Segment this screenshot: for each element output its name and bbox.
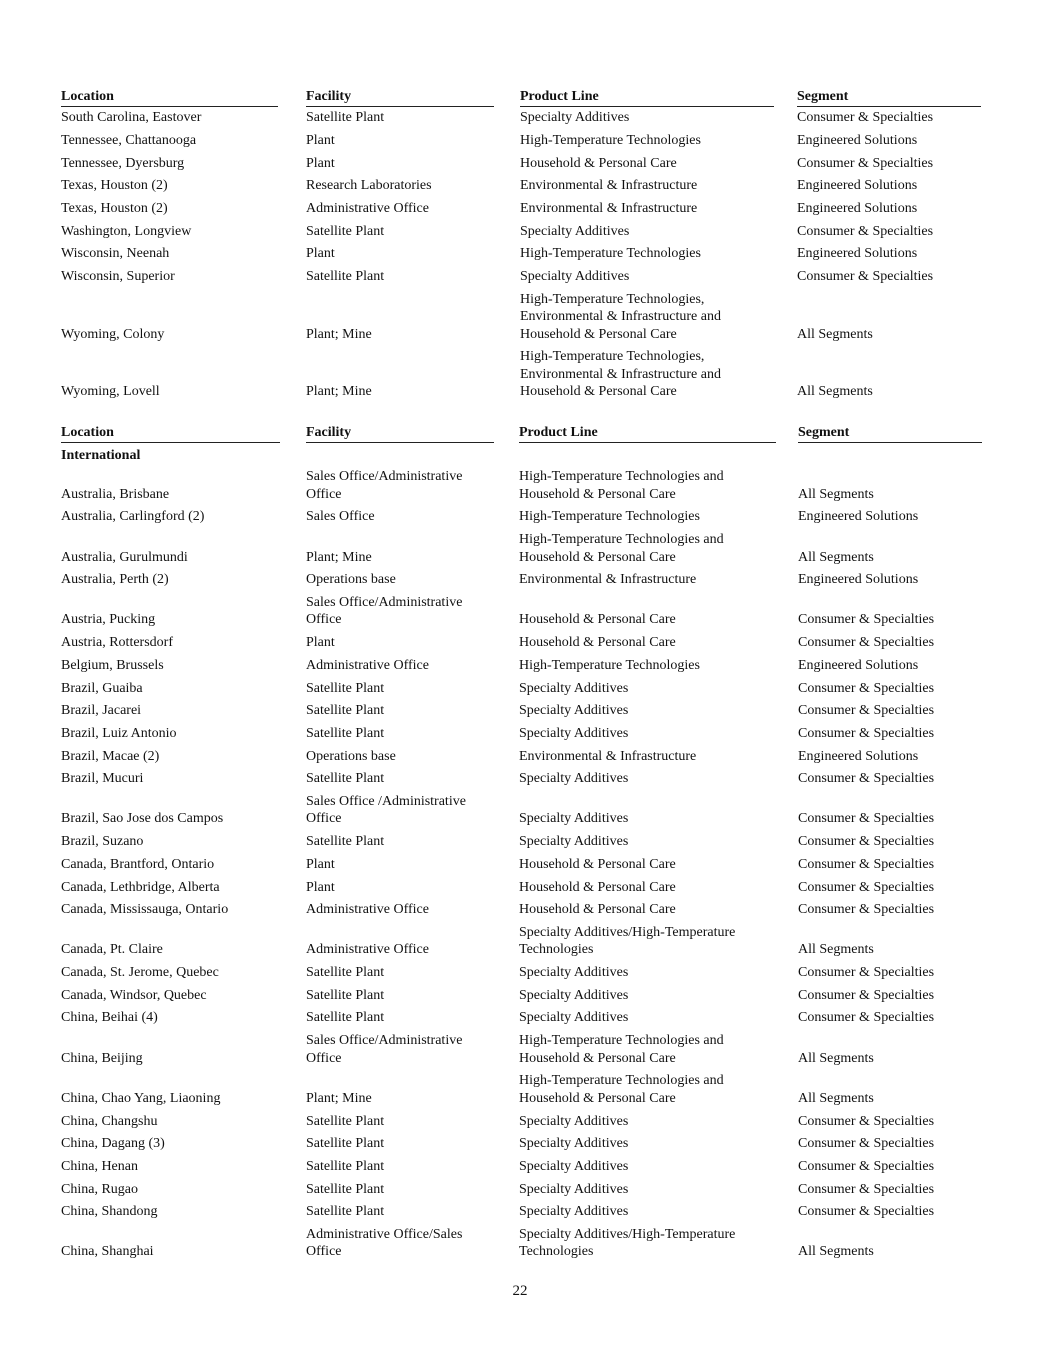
cell-product-line: Specialty Additives <box>519 725 629 741</box>
cell-location: Brazil, Luiz Antonio <box>61 725 177 741</box>
cell-product-line: Specialty Additives <box>519 965 629 981</box>
cell-location: Texas, Houston (2) <box>61 178 168 194</box>
cell-segment: Consumer & Specialties <box>798 1204 935 1220</box>
table-header <box>61 423 982 444</box>
cell-segment: All Segments <box>797 326 873 342</box>
cell-location: China, Beihai (4) <box>61 1010 158 1026</box>
header-facility: Facility <box>306 424 494 443</box>
cell-location: Canada, Brantford, Ontario <box>61 856 215 872</box>
cell-product-line: Household & Personal Care <box>519 635 676 651</box>
cell-product-line: Specialty Additives <box>520 110 630 126</box>
cell-segment: Consumer & Specialties <box>798 902 935 918</box>
cell-product-line: High-Temperature Technologies and Household & Personal Care <box>519 1033 724 1066</box>
cell-product-line: Specialty Additives <box>519 1204 629 1220</box>
table-row <box>61 593 982 633</box>
cell-segment: All Segments <box>798 549 874 565</box>
table-row <box>61 1225 982 1265</box>
cell-product-line: Specialty Additives <box>520 223 630 239</box>
cell-segment: Consumer & Specialties <box>798 1181 935 1197</box>
cell-facility: Research Laboratories <box>306 178 432 194</box>
cell-location: Canada, St. Jerome, Quebec <box>61 965 219 981</box>
cell-facility: Plant <box>306 856 335 872</box>
table-row <box>61 267 982 290</box>
table-row <box>61 153 982 176</box>
cell-location: China, Shanghai <box>61 1244 154 1260</box>
cell-facility: Operations base <box>306 748 396 764</box>
cell-location: Brazil, Sao Jose dos Campos <box>61 811 224 827</box>
table-row <box>61 678 982 701</box>
cell-product-line: Specialty Additives <box>519 987 629 1003</box>
cell-product-line: Specialty Additives <box>519 834 629 850</box>
cell-product-line: Household & Personal Care <box>520 155 677 171</box>
cell-location: Tennessee, Chattanooga <box>61 132 197 148</box>
cell-segment: Consumer & Specialties <box>798 856 935 872</box>
cell-product-line: Specialty Additives <box>519 1113 629 1129</box>
cell-segment: Consumer & Specialties <box>798 1010 935 1026</box>
header-product-line: Product Line <box>520 88 774 107</box>
cell-product-line: High-Temperature Technologies and Household & Personal Care <box>519 1073 724 1106</box>
cell-product-line: Household & Personal Care <box>519 902 676 918</box>
cell-product-line: Specialty Additives <box>519 680 629 696</box>
table-body <box>61 108 982 405</box>
cell-facility: Satellite Plant <box>306 110 385 126</box>
cell-facility: Plant; Mine <box>306 384 372 400</box>
cell-product-line: High-Temperature Technologies <box>519 657 700 673</box>
header-location: Location <box>61 88 278 107</box>
cell-facility: Satellite Plant <box>306 771 385 787</box>
table-row <box>61 1008 982 1031</box>
cell-product-line: High-Temperature Technologies, Environmental & Infrastructure and Household & Personal Care <box>520 349 721 400</box>
cell-facility: Plant <box>306 132 335 148</box>
cell-segment: All Segments <box>798 486 874 502</box>
header-facility: Facility <box>306 88 494 107</box>
cell-product-line: Household & Personal Care <box>519 612 676 628</box>
cell-product-line: Environmental & Infrastructure <box>519 572 697 588</box>
cell-facility: Satellite Plant <box>306 1204 385 1220</box>
table-row <box>61 290 982 348</box>
cell-product-line: Environmental & Infrastructure <box>519 748 697 764</box>
cell-location: Brazil, Jacarei <box>61 703 142 719</box>
cell-segment: Consumer & Specialties <box>798 834 935 850</box>
cell-location: Brazil, Macae (2) <box>61 748 160 764</box>
cell-location: Austria, Pucking <box>61 612 156 628</box>
cell-product-line: Environmental & Infrastructure <box>520 178 698 194</box>
cell-product-line: High-Temperature Technologies <box>520 132 701 148</box>
header-segment: Segment <box>798 424 982 443</box>
cell-segment: Consumer & Specialties <box>798 1136 935 1152</box>
cell-facility: Operations base <box>306 572 396 588</box>
cell-facility: Plant <box>306 635 335 651</box>
cell-location: China, Rugao <box>61 1181 138 1197</box>
table-row <box>61 1031 982 1071</box>
cell-facility: Sales Office <box>306 509 375 525</box>
cell-segment: Engineered Solutions <box>798 572 919 588</box>
properties-table-domestic <box>61 87 982 405</box>
page-number: 22 <box>512 1283 528 1299</box>
cell-facility: Plant; Mine <box>306 549 372 565</box>
cell-product-line: Specialty Additives/High-Temperature Technologies <box>519 1226 736 1260</box>
cell-segment: Consumer & Specialties <box>798 635 935 651</box>
cell-location: Australia, Gurulmundi <box>61 549 188 565</box>
table-row <box>61 507 982 530</box>
cell-facility: Satellite Plant <box>306 1010 385 1026</box>
cell-segment: All Segments <box>798 1244 874 1260</box>
cell-segment: Consumer & Specialties <box>798 725 935 741</box>
cell-facility: Satellite Plant <box>306 1181 385 1197</box>
cell-segment: Engineered Solutions <box>798 509 919 525</box>
cell-product-line: High-Temperature Technologies and Household & Personal Care <box>519 469 724 502</box>
cell-facility: Plant <box>306 879 335 895</box>
table-row <box>61 656 982 679</box>
cell-segment: Consumer & Specialties <box>798 811 935 827</box>
cell-product-line: Specialty Additives <box>520 269 630 284</box>
table-row <box>61 900 982 923</box>
cell-location: Canada, Mississauga, Ontario <box>61 902 229 918</box>
table-row <box>61 792 982 832</box>
cell-product-line: Specialty Additives <box>519 771 629 787</box>
cell-product-line: Specialty Additives <box>519 1181 629 1197</box>
table-row <box>61 221 982 244</box>
cell-product-line: Specialty Additives <box>519 1136 629 1152</box>
cell-location: Australia, Brisbane <box>61 486 170 502</box>
cell-location: Brazil, Suzano <box>61 834 144 850</box>
cell-facility: Administrative Office/Sales Office <box>306 1226 463 1260</box>
cell-segment: Consumer & Specialties <box>798 703 935 719</box>
cell-facility: Satellite Plant <box>306 269 385 284</box>
table-row <box>61 570 982 593</box>
cell-facility: Plant; Mine <box>306 326 372 342</box>
cell-facility: Plant <box>306 155 335 171</box>
cell-location: South Carolina, Eastover <box>61 110 202 126</box>
cell-location: Washington, Longview <box>61 223 192 239</box>
table-row <box>61 724 982 747</box>
table-row <box>61 1111 982 1134</box>
table-row <box>61 633 982 656</box>
cell-product-line: Specialty Additives/High-Temperature Technologies <box>519 924 736 958</box>
cell-facility: Satellite Plant <box>306 725 385 741</box>
cell-facility: Plant <box>306 246 335 262</box>
cell-product-line: Household & Personal Care <box>519 879 676 895</box>
cell-segment: Engineered Solutions <box>797 132 918 148</box>
cell-facility: Sales Office/Administrative Office <box>306 594 463 628</box>
header-segment: Segment <box>797 88 981 107</box>
cell-facility: Satellite Plant <box>306 965 385 981</box>
cell-location: China, Chao Yang, Liaoning <box>61 1090 221 1106</box>
cell-location: China, Changshu <box>61 1113 158 1129</box>
cell-location: China, Dagang (3) <box>61 1136 165 1152</box>
cell-location: Canada, Windsor, Quebec <box>61 987 207 1003</box>
cell-facility: Satellite Plant <box>306 1136 385 1152</box>
table-row <box>61 963 982 986</box>
cell-facility: Administrative Office <box>306 902 429 918</box>
cell-location: Belgium, Brussels <box>61 657 164 673</box>
table-row <box>61 131 982 154</box>
table-row <box>61 855 982 878</box>
table-row <box>61 347 982 405</box>
cell-segment: Consumer & Specialties <box>798 1113 935 1129</box>
cell-facility: Satellite Plant <box>306 987 385 1003</box>
cell-product-line: Environmental & Infrastructure <box>520 200 698 216</box>
cell-facility: Sales Office/Administrative Office <box>306 469 463 502</box>
cell-product-line: Specialty Additives <box>519 811 629 827</box>
table-row <box>61 746 982 769</box>
cell-segment: Consumer & Specialties <box>798 987 935 1003</box>
cell-segment: Engineered Solutions <box>797 246 918 262</box>
cell-location: Wisconsin, Superior <box>61 269 175 284</box>
table-row <box>61 1134 982 1157</box>
cell-location: China, Beijing <box>61 1050 143 1066</box>
table-row <box>61 1202 982 1225</box>
header-product-line: Product Line <box>519 424 776 443</box>
cell-segment: All Segments <box>798 1090 874 1106</box>
header-location: Location <box>61 424 280 443</box>
cell-facility: Satellite Plant <box>306 834 385 850</box>
table-row <box>61 108 982 131</box>
table-row <box>61 467 982 507</box>
cell-location: Australia, Perth (2) <box>61 572 169 588</box>
cell-product-line: High-Temperature Technologies and Household & Personal Care <box>519 532 724 565</box>
cell-location: Brazil, Guaiba <box>61 680 143 696</box>
cell-segment: Consumer & Specialties <box>797 155 934 171</box>
cell-location: Texas, Houston (2) <box>61 200 168 216</box>
cell-location: Tennessee, Dyersburg <box>61 155 185 171</box>
cell-segment: Engineered Solutions <box>797 178 918 194</box>
cell-location: Canada, Pt. Claire <box>61 942 163 958</box>
cell-product-line: Specialty Additives <box>519 1158 629 1174</box>
cell-facility: Plant; Mine <box>306 1090 372 1106</box>
table-body <box>61 467 982 1265</box>
cell-location: Canada, Lethbridge, Alberta <box>61 879 220 895</box>
cell-location: China, Henan <box>61 1158 138 1174</box>
cell-facility: Satellite Plant <box>306 703 385 719</box>
table-row <box>61 769 982 792</box>
table-row <box>61 923 982 963</box>
table-row <box>61 877 982 900</box>
cell-product-line: High-Temperature Technologies <box>519 509 700 525</box>
cell-segment: All Segments <box>797 384 873 400</box>
cell-facility: Satellite Plant <box>306 223 385 239</box>
cell-location: Wyoming, Colony <box>61 326 165 342</box>
table-row <box>61 176 982 199</box>
table-row <box>61 530 982 570</box>
cell-segment: Engineered Solutions <box>798 748 919 764</box>
table-row <box>61 1179 982 1202</box>
cell-segment: Consumer & Specialties <box>797 110 934 126</box>
cell-segment: Consumer & Specialties <box>798 879 935 895</box>
cell-segment: Consumer & Specialties <box>798 1158 935 1174</box>
cell-product-line: Household & Personal Care <box>519 856 676 872</box>
cell-location: Wyoming, Lovell <box>61 384 160 400</box>
properties-table-international <box>61 423 982 1265</box>
cell-facility: Satellite Plant <box>306 680 385 696</box>
cell-facility: Satellite Plant <box>306 1113 385 1129</box>
table-row <box>61 986 982 1009</box>
table-row <box>61 244 982 267</box>
cell-location: Australia, Carlingford (2) <box>61 509 205 525</box>
cell-segment: Consumer & Specialties <box>798 771 935 787</box>
cell-segment: Engineered Solutions <box>798 657 919 673</box>
cell-product-line: Specialty Additives <box>519 703 629 719</box>
table-row <box>61 832 982 855</box>
cell-segment: All Segments <box>798 1050 874 1066</box>
table-header <box>61 87 982 108</box>
cell-facility: Sales Office/Administrative Office <box>306 1033 463 1066</box>
cell-location: Austria, Rottersdorf <box>61 635 173 651</box>
cell-segment: Consumer & Specialties <box>798 612 935 628</box>
cell-segment: All Segments <box>798 942 874 958</box>
cell-location: China, Shandong <box>61 1204 158 1220</box>
cell-facility: Sales Office /Administrative Office <box>306 793 466 827</box>
cell-segment: Consumer & Specialties <box>798 965 935 981</box>
cell-segment: Consumer & Specialties <box>797 223 934 239</box>
cell-segment: Engineered Solutions <box>797 200 918 216</box>
cell-product-line: High-Temperature Technologies <box>520 246 701 262</box>
cell-facility: Administrative Office <box>306 942 429 958</box>
cell-location: Brazil, Mucuri <box>61 771 144 787</box>
section-label <box>61 444 982 467</box>
cell-location: Wisconsin, Neenah <box>61 246 170 262</box>
table-row <box>61 199 982 222</box>
section-label-international: International <box>61 448 141 463</box>
cell-product-line: Specialty Additives <box>519 1010 629 1026</box>
cell-segment: Consumer & Specialties <box>797 269 934 284</box>
table-row <box>61 1071 982 1111</box>
cell-facility: Administrative Office <box>306 657 429 673</box>
cell-facility: Administrative Office <box>306 200 429 216</box>
table-row <box>61 1157 982 1180</box>
cell-facility: Satellite Plant <box>306 1158 385 1174</box>
table-row <box>61 701 982 724</box>
cell-product-line: High-Temperature Technologies, Environmental & Infrastructure and Household & Personal Care <box>520 291 721 342</box>
cell-segment: Consumer & Specialties <box>798 680 935 696</box>
